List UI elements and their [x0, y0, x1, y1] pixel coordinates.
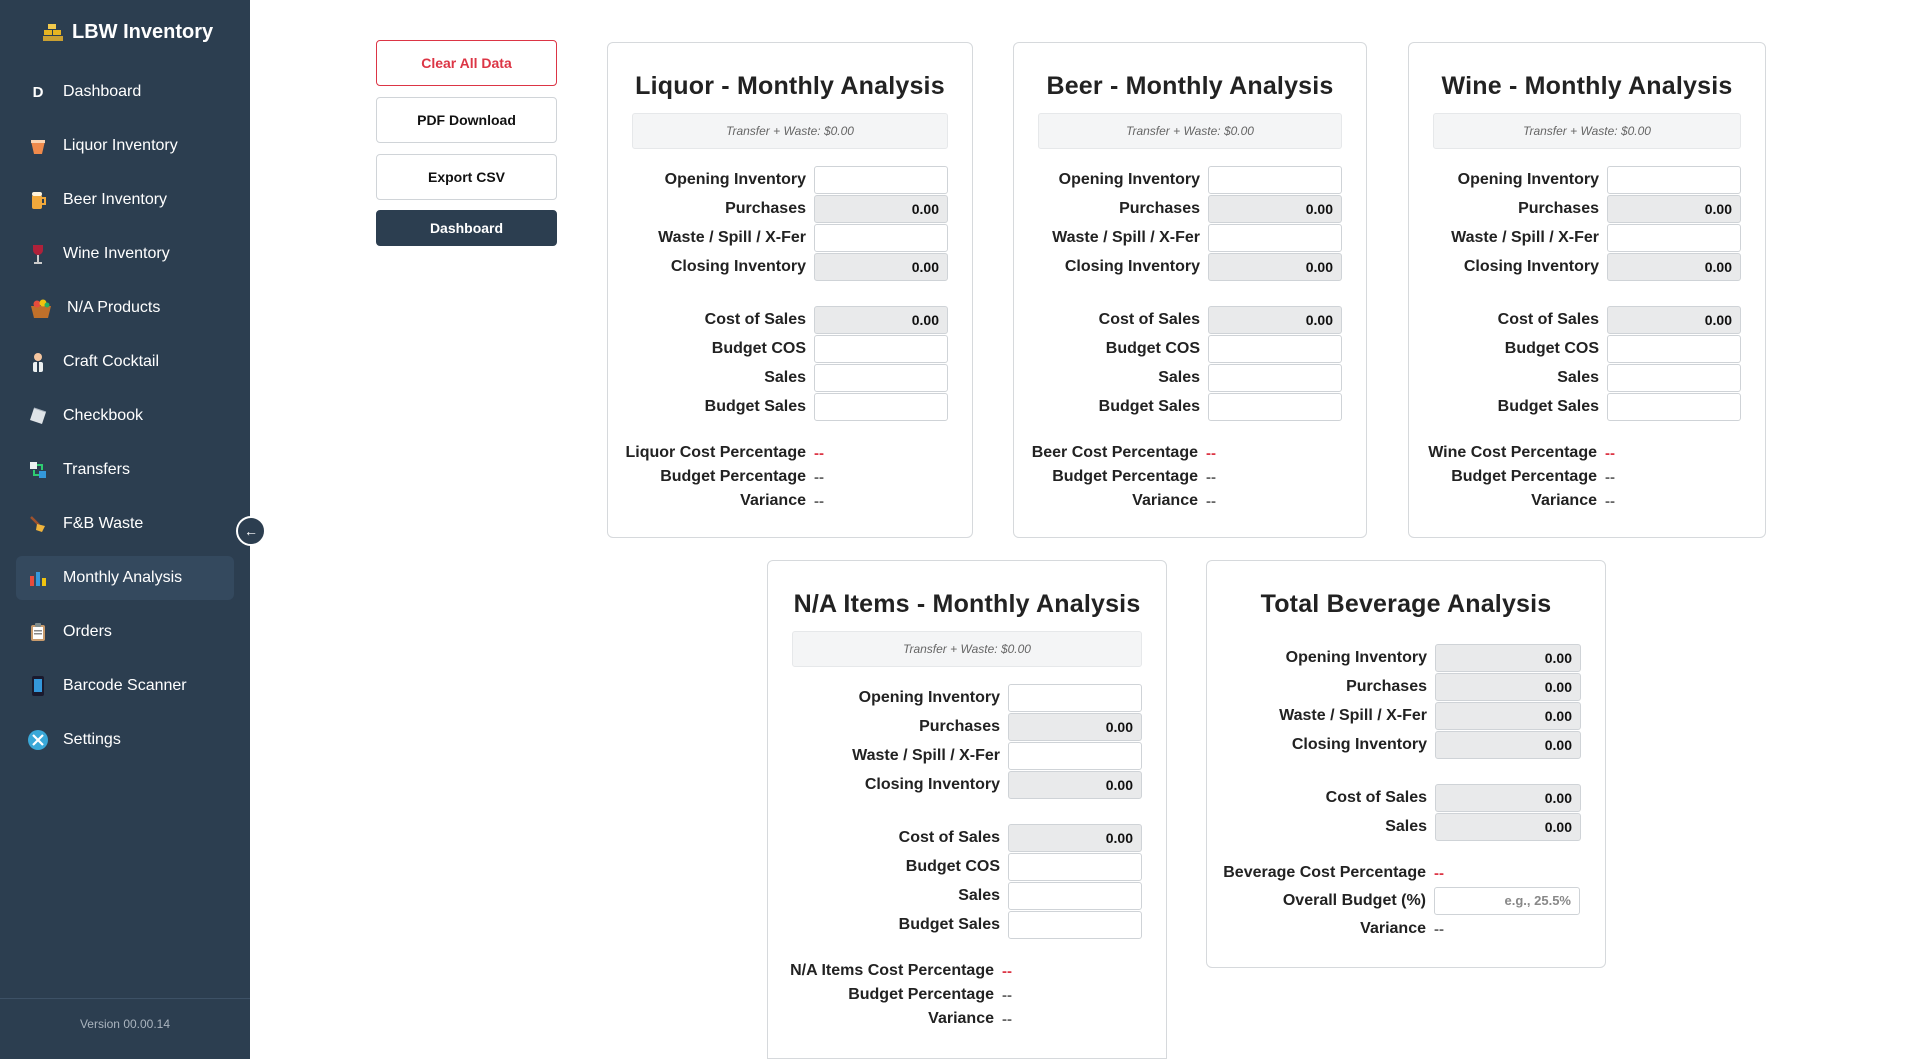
budget-sales-label: Budget Sales [1098, 397, 1200, 415]
beverage-cost-percentage-value: -- [1434, 864, 1444, 882]
transfer-waste-note: Transfer + Waste: $0.00 [632, 113, 948, 149]
beer-icon [27, 189, 49, 211]
cost-percentage-value: -- [1002, 962, 1012, 980]
closing-inventory-label: Closing Inventory [1064, 257, 1200, 275]
budget-cos-label: Budget COS [1105, 339, 1200, 357]
sidebar-item-label: Liquor Inventory [63, 137, 178, 154]
bartender-icon [27, 351, 49, 373]
card-title: Wine - Monthly Analysis [1441, 72, 1733, 100]
budget-sales-label: Budget Sales [704, 397, 806, 415]
card-title: N/A Items - Monthly Analysis [793, 590, 1141, 618]
purchases-label: Purchases [1346, 677, 1427, 695]
variance-value: -- [814, 492, 824, 510]
sidebar-item-settings[interactable] [16, 718, 234, 762]
clipboard-icon [27, 621, 49, 643]
sidebar-item-label: N/A Products [67, 299, 161, 316]
transfers-icon [27, 459, 49, 481]
variance-label: Variance [1132, 492, 1198, 509]
broom-icon [27, 513, 49, 535]
budget-sales-input[interactable] [1008, 911, 1142, 939]
purchases-value: 0.00 [1008, 713, 1142, 741]
waste-input[interactable] [1208, 224, 1342, 252]
variance-value: -- [1434, 920, 1444, 938]
budget-percentage-value: -- [1002, 986, 1012, 1004]
closing-inventory-value: 0.00 [1008, 771, 1142, 799]
cost-of-sales-label: Cost of Sales [1098, 310, 1200, 328]
card-title: Beer - Monthly Analysis [1046, 72, 1334, 100]
closing-inventory-label: Closing Inventory [864, 775, 1000, 793]
basket-icon [27, 294, 55, 322]
sidebar-item-monthly-analysis[interactable] [16, 556, 234, 600]
budget-percentage-value: -- [814, 468, 824, 486]
sidebar-item-craft-cocktail[interactable] [16, 340, 234, 384]
waste-input[interactable] [1607, 224, 1741, 252]
sidebar-item-beer-inventory[interactable] [16, 178, 234, 222]
sidebar-item-label: Barcode Scanner [63, 677, 187, 694]
sales-label: Sales [1385, 817, 1427, 835]
closing-inventory-value: 0.00 [814, 253, 948, 281]
closing-inventory-value: 0.00 [1435, 731, 1581, 759]
variance-label: Variance [928, 1010, 994, 1027]
budget-cos-input[interactable] [1008, 853, 1142, 881]
brand[interactable] [0, 0, 250, 64]
cost-percentage-label: Beer Cost Percentage [1031, 444, 1198, 461]
opening-inventory-label: Opening Inventory [1285, 648, 1427, 666]
cost-percentage-value: -- [1605, 444, 1615, 462]
budget-percentage-value: -- [1605, 468, 1615, 486]
sidebar-item-na-products[interactable] [16, 286, 234, 330]
sidebar-item-fb-waste[interactable] [16, 502, 234, 546]
budget-cos-label: Budget COS [905, 857, 1000, 875]
waste-label: Waste / Spill / X-Fer [658, 228, 806, 246]
sidebar-item-dashboard[interactable] [16, 70, 234, 114]
budget-cos-input[interactable] [1208, 335, 1342, 363]
card-title: Total Beverage Analysis [1260, 590, 1552, 618]
sidebar-item-checkbook[interactable] [16, 394, 234, 438]
closing-inventory-value: 0.00 [1607, 253, 1741, 281]
cost-of-sales-label: Cost of Sales [704, 310, 806, 328]
sales-input[interactable] [1208, 364, 1342, 392]
cost-of-sales-value: 0.00 [1008, 824, 1142, 852]
na-items-analysis-card [767, 560, 1167, 1059]
sidebar-item-label: Transfers [63, 461, 130, 478]
letter-d-icon: D [32, 83, 44, 101]
version-label: Version 00.00.14 [79, 1017, 171, 1031]
waste-input[interactable] [1008, 742, 1142, 770]
variance-label: Variance [740, 492, 806, 509]
liquor-analysis-card [607, 42, 973, 538]
variance-label: Variance [1360, 920, 1426, 937]
cost-percentage-value: -- [1206, 444, 1216, 462]
sidebar-item-label: Wine Inventory [63, 245, 170, 262]
purchases-value: 0.00 [1208, 195, 1342, 223]
liquor-icon [27, 135, 49, 157]
variance-value: -- [1605, 492, 1615, 510]
purchases-label: Purchases [1119, 199, 1200, 217]
opening-inventory-input[interactable] [814, 166, 948, 194]
sales-label: Sales [1158, 368, 1200, 386]
closing-inventory-label: Closing Inventory [1291, 735, 1427, 753]
transfer-waste-note: Transfer + Waste: $0.00 [792, 631, 1142, 667]
opening-inventory-input[interactable] [1008, 684, 1142, 712]
variance-value: -- [1206, 492, 1216, 510]
sidebar-item-label: Orders [63, 623, 112, 640]
opening-inventory-input[interactable] [1607, 166, 1741, 194]
cost-percentage-label: Liquor Cost Percentage [625, 444, 806, 461]
sales-label: Sales [764, 368, 806, 386]
cost-of-sales-label: Cost of Sales [1325, 788, 1427, 806]
action-buttons [376, 40, 557, 257]
waste-label: Waste / Spill / X-Fer [1279, 706, 1427, 724]
waste-label: Waste / Spill / X-Fer [1451, 228, 1599, 246]
purchases-value: 0.00 [1607, 195, 1741, 223]
pdf-download-button[interactable]: PDF Download [376, 97, 557, 143]
sidebar-item-transfers[interactable] [16, 448, 234, 492]
sidebar-item-label: Beer Inventory [63, 191, 168, 208]
sidebar-item-orders[interactable] [16, 610, 234, 654]
budget-percentage-label: Budget Percentage [1451, 468, 1597, 485]
opening-inventory-label: Opening Inventory [858, 688, 1000, 706]
sidebar [0, 0, 250, 1059]
sidebar-item-label: Dashboard [63, 83, 142, 100]
opening-inventory-input[interactable] [1208, 166, 1342, 194]
variance-value: -- [1002, 1010, 1012, 1028]
clear-all-data-button[interactable]: Clear All Data [376, 40, 557, 86]
beverage-cost-percentage-label: Beverage Cost Percentage [1223, 864, 1426, 881]
transfer-waste-note: Transfer + Waste: $0.00 [1433, 113, 1741, 149]
cost-of-sales-value: 0.00 [1607, 306, 1741, 334]
budget-sales-input[interactable] [1607, 393, 1741, 421]
sales-label: Sales [958, 886, 1000, 904]
opening-inventory-value: 0.00 [1435, 644, 1581, 672]
sales-input[interactable] [1607, 364, 1741, 392]
opening-inventory-label: Opening Inventory [664, 170, 806, 188]
budget-cos-input[interactable] [1607, 335, 1741, 363]
budget-percentage-value: -- [1206, 468, 1216, 486]
sidebar-item-liquor-inventory[interactable] [16, 124, 234, 168]
collapse-sidebar-button[interactable] [236, 516, 266, 546]
arrow-left-icon: ← [244, 523, 258, 539]
card-title: Liquor - Monthly Analysis [635, 72, 945, 100]
sales-input[interactable] [1008, 882, 1142, 910]
sales-label: Sales [1557, 368, 1599, 386]
sidebar-item-label: Checkbook [63, 407, 144, 424]
waste-label: Waste / Spill / X-Fer [1052, 228, 1200, 246]
overall-budget-label: Overall Budget (%) [1282, 892, 1426, 909]
budget-percentage-label: Budget Percentage [1052, 468, 1198, 485]
sidebar-item-label: Settings [63, 731, 121, 748]
purchases-value: 0.00 [1435, 673, 1581, 701]
chart-icon [27, 567, 49, 589]
budget-cos-label: Budget COS [711, 339, 806, 357]
beer-analysis-card [1013, 42, 1367, 538]
cost-of-sales-value: 0.00 [814, 306, 948, 334]
closing-inventory-value: 0.00 [1208, 253, 1342, 281]
transfer-waste-note: Transfer + Waste: $0.00 [1038, 113, 1342, 149]
opening-inventory-label: Opening Inventory [1058, 170, 1200, 188]
cost-percentage-label: Wine Cost Percentage [1428, 444, 1597, 461]
sales-value: 0.00 [1435, 813, 1581, 841]
cost-percentage-label: N/A Items Cost Percentage [790, 962, 994, 979]
closing-inventory-label: Closing Inventory [1463, 257, 1599, 275]
total-beverage-analysis-card [1206, 560, 1606, 968]
sales-input[interactable] [814, 364, 948, 392]
waste-value: 0.00 [1435, 702, 1581, 730]
sidebar-item-wine-inventory[interactable] [16, 232, 234, 276]
checkbook-icon [27, 405, 49, 427]
purchases-label: Purchases [1518, 199, 1599, 217]
opening-inventory-label: Opening Inventory [1457, 170, 1599, 188]
dashboard-button[interactable]: Dashboard [376, 210, 557, 246]
gold-bars-icon [42, 22, 64, 42]
waste-input[interactable] [814, 224, 948, 252]
cost-percentage-value: -- [814, 444, 824, 462]
sidebar-item-label: Craft Cocktail [63, 353, 160, 370]
phone-icon [27, 675, 49, 697]
wine-icon [27, 243, 49, 265]
cost-of-sales-value: 0.00 [1435, 784, 1581, 812]
sidebar-nav [0, 70, 250, 762]
divider [0, 998, 250, 999]
sidebar-item-label: Monthly Analysis [63, 569, 183, 586]
purchases-value: 0.00 [814, 195, 948, 223]
cost-of-sales-label: Cost of Sales [1497, 310, 1599, 328]
budget-percentage-label: Budget Percentage [848, 986, 994, 1003]
sidebar-item-barcode-scanner[interactable] [16, 664, 234, 708]
cost-of-sales-label: Cost of Sales [898, 828, 1000, 846]
cost-of-sales-value: 0.00 [1208, 306, 1342, 334]
waste-label: Waste / Spill / X-Fer [852, 746, 1000, 764]
variance-label: Variance [1531, 492, 1597, 509]
wine-analysis-card [1408, 42, 1766, 538]
budget-sales-input[interactable] [1208, 393, 1342, 421]
purchases-label: Purchases [725, 199, 806, 217]
budget-sales-label: Budget Sales [898, 915, 1000, 933]
app-title: LBW Inventory [72, 20, 214, 43]
budget-cos-input[interactable] [814, 335, 948, 363]
closing-inventory-label: Closing Inventory [670, 257, 806, 275]
purchases-label: Purchases [919, 717, 1000, 735]
budget-sales-input[interactable] [814, 393, 948, 421]
budget-percentage-label: Budget Percentage [660, 468, 806, 485]
budget-cos-label: Budget COS [1504, 339, 1599, 357]
settings-icon [27, 729, 49, 751]
sidebar-item-label: F&B Waste [63, 515, 144, 532]
budget-sales-label: Budget Sales [1497, 397, 1599, 415]
export-csv-button[interactable]: Export CSV [376, 154, 557, 200]
overall-budget-input[interactable]: e.g., 25.5% [1434, 887, 1580, 915]
